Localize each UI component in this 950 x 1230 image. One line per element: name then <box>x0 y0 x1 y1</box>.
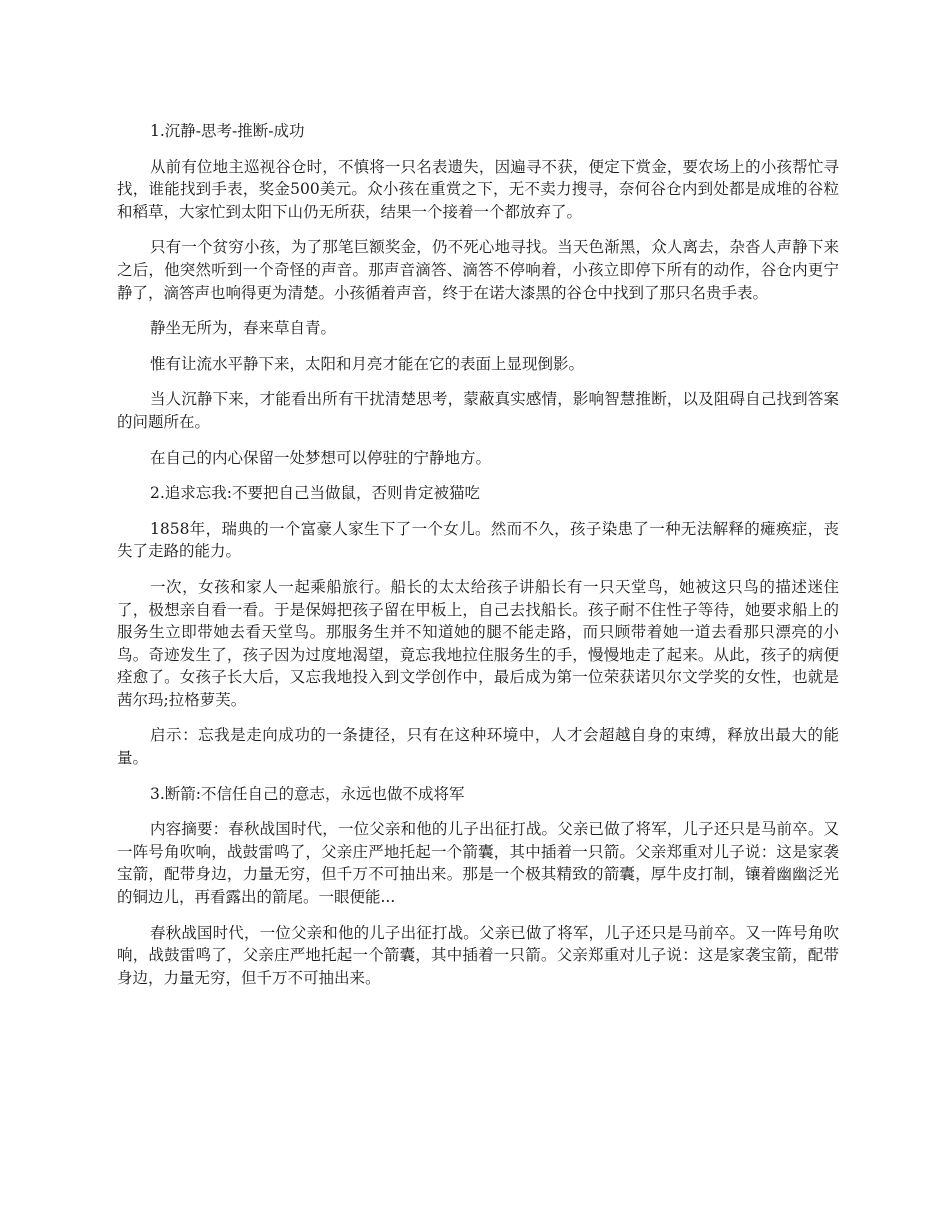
paragraph: 启示：忘我是走向成功的一条捷径，只有在这种环境中，人才会超越自身的束缚，释放出最大的能量。 <box>117 726 839 768</box>
document-body <box>117 120 839 1002</box>
section-heading-3: 3.断箭:不信任自己的意志，永远也做不成将军 <box>150 784 465 803</box>
section-heading-1: 1.沉静-思考-推断-成功 <box>150 122 305 140</box>
paragraph: 惟有让流水平静下来，太阳和月亮才能在它的表面上显现倒影。 <box>150 354 585 373</box>
paragraph: 静坐无所为，春来草自青。 <box>150 319 337 338</box>
paragraph: 从前有位地主巡视谷仓时，不慎将一只名表遗失，因遍寻不获，便定下赏金，要农场上的小孩帮忙寻找，谁能找到手表，奖金500美元。众小孩在重赏之下，无不卖力搜寻，奈何谷仓内到处都是成堆的谷粒和稻草，大家忙到太阳下山仍无所获，结果一个接着一个都放弃了。 <box>117 157 839 221</box>
paragraph: 春秋战国时代，一位父亲和他的儿子出征打战。父亲已做了将军，儿子还只是马前卒。又一阵号角吹响，战鼓雷鸣了，父亲庄严地托起一个箭囊，其中插着一只箭。父亲郑重对儿子说：这是家袭宝箭，配带身边，力量无穷，但千万不可抽出来。 <box>117 923 839 987</box>
paragraph: 一次，女孩和家人一起乘船旅行。船长的太太给孩子讲船长有一只天堂鸟，她被这只鸟的描述迷住了，极想亲自看一看。于是保姆把孩子留在甲板上，自己去找船长。孩子耐不住性子等待，她要求船上的服务生立即带她去看天堂鸟。那服务生并不知道她的腿不能走路，而只顾带着她一道去看那只漂亮的小鸟。奇迹发生了，孩子因为过度地渴望，竟忘我地拉住服务生的手，慢慢地走了起来。从此，孩子的病便痊愈了。女孩子长大后，又忘我地投入到文学创作中，最后成为第一位荣获诺贝尔文学奖的女性，也就是茜尔玛;拉格萝芙。 <box>117 577 839 709</box>
section-heading-2: 2.追求忘我:不要把自己当做鼠，否则肯定被猫吃 <box>150 484 481 503</box>
paragraph: 1858年，瑞典的一个富豪人家生下了一个女儿。然而不久，孩子染患了一种无法解释的瘫痪症，丧失了走路的能力。 <box>117 519 839 561</box>
paragraph: 当人沉静下来，才能看出所有干扰清楚思考，蒙蔽真实感情，影响智慧推断，以及阻碍自己找到答案的问题所在。 <box>117 390 839 431</box>
paragraph: 在自己的内心保留一处梦想可以停驻的宁静地方。 <box>150 448 492 467</box>
paragraph: 内容摘要：春秋战国时代，一位父亲和他的儿子出征打战。父亲已做了将军，儿子还只是马前卒。又一阵号角吹响，战鼓雷鸣了，父亲庄严地托起一个箭囊，其中插着一只箭。父亲郑重对儿子说：这是家袭宝箭，配带身边，力量无穷，但千万不可抽出来。那是一个极其精致的箭囊，厚牛皮打制，镶着幽幽泛光的铜边儿，再看露出的箭尾。一眼便能... <box>117 820 839 907</box>
paragraph: 只有一个贫穷小孩，为了那笔巨额奖金，仍不死心地寻找。当天色渐黑，众人离去，杂沓人声静下来之后，他突然听到一个奇怪的声音。那声音滴答、滴答不停响着，小孩立即停下所有的动作，谷仓内更宁静了，滴答声也响得更为清楚。小孩循着声音，终于在诺大漆黑的谷仓中找到了那只名贵手表。 <box>117 238 839 302</box>
